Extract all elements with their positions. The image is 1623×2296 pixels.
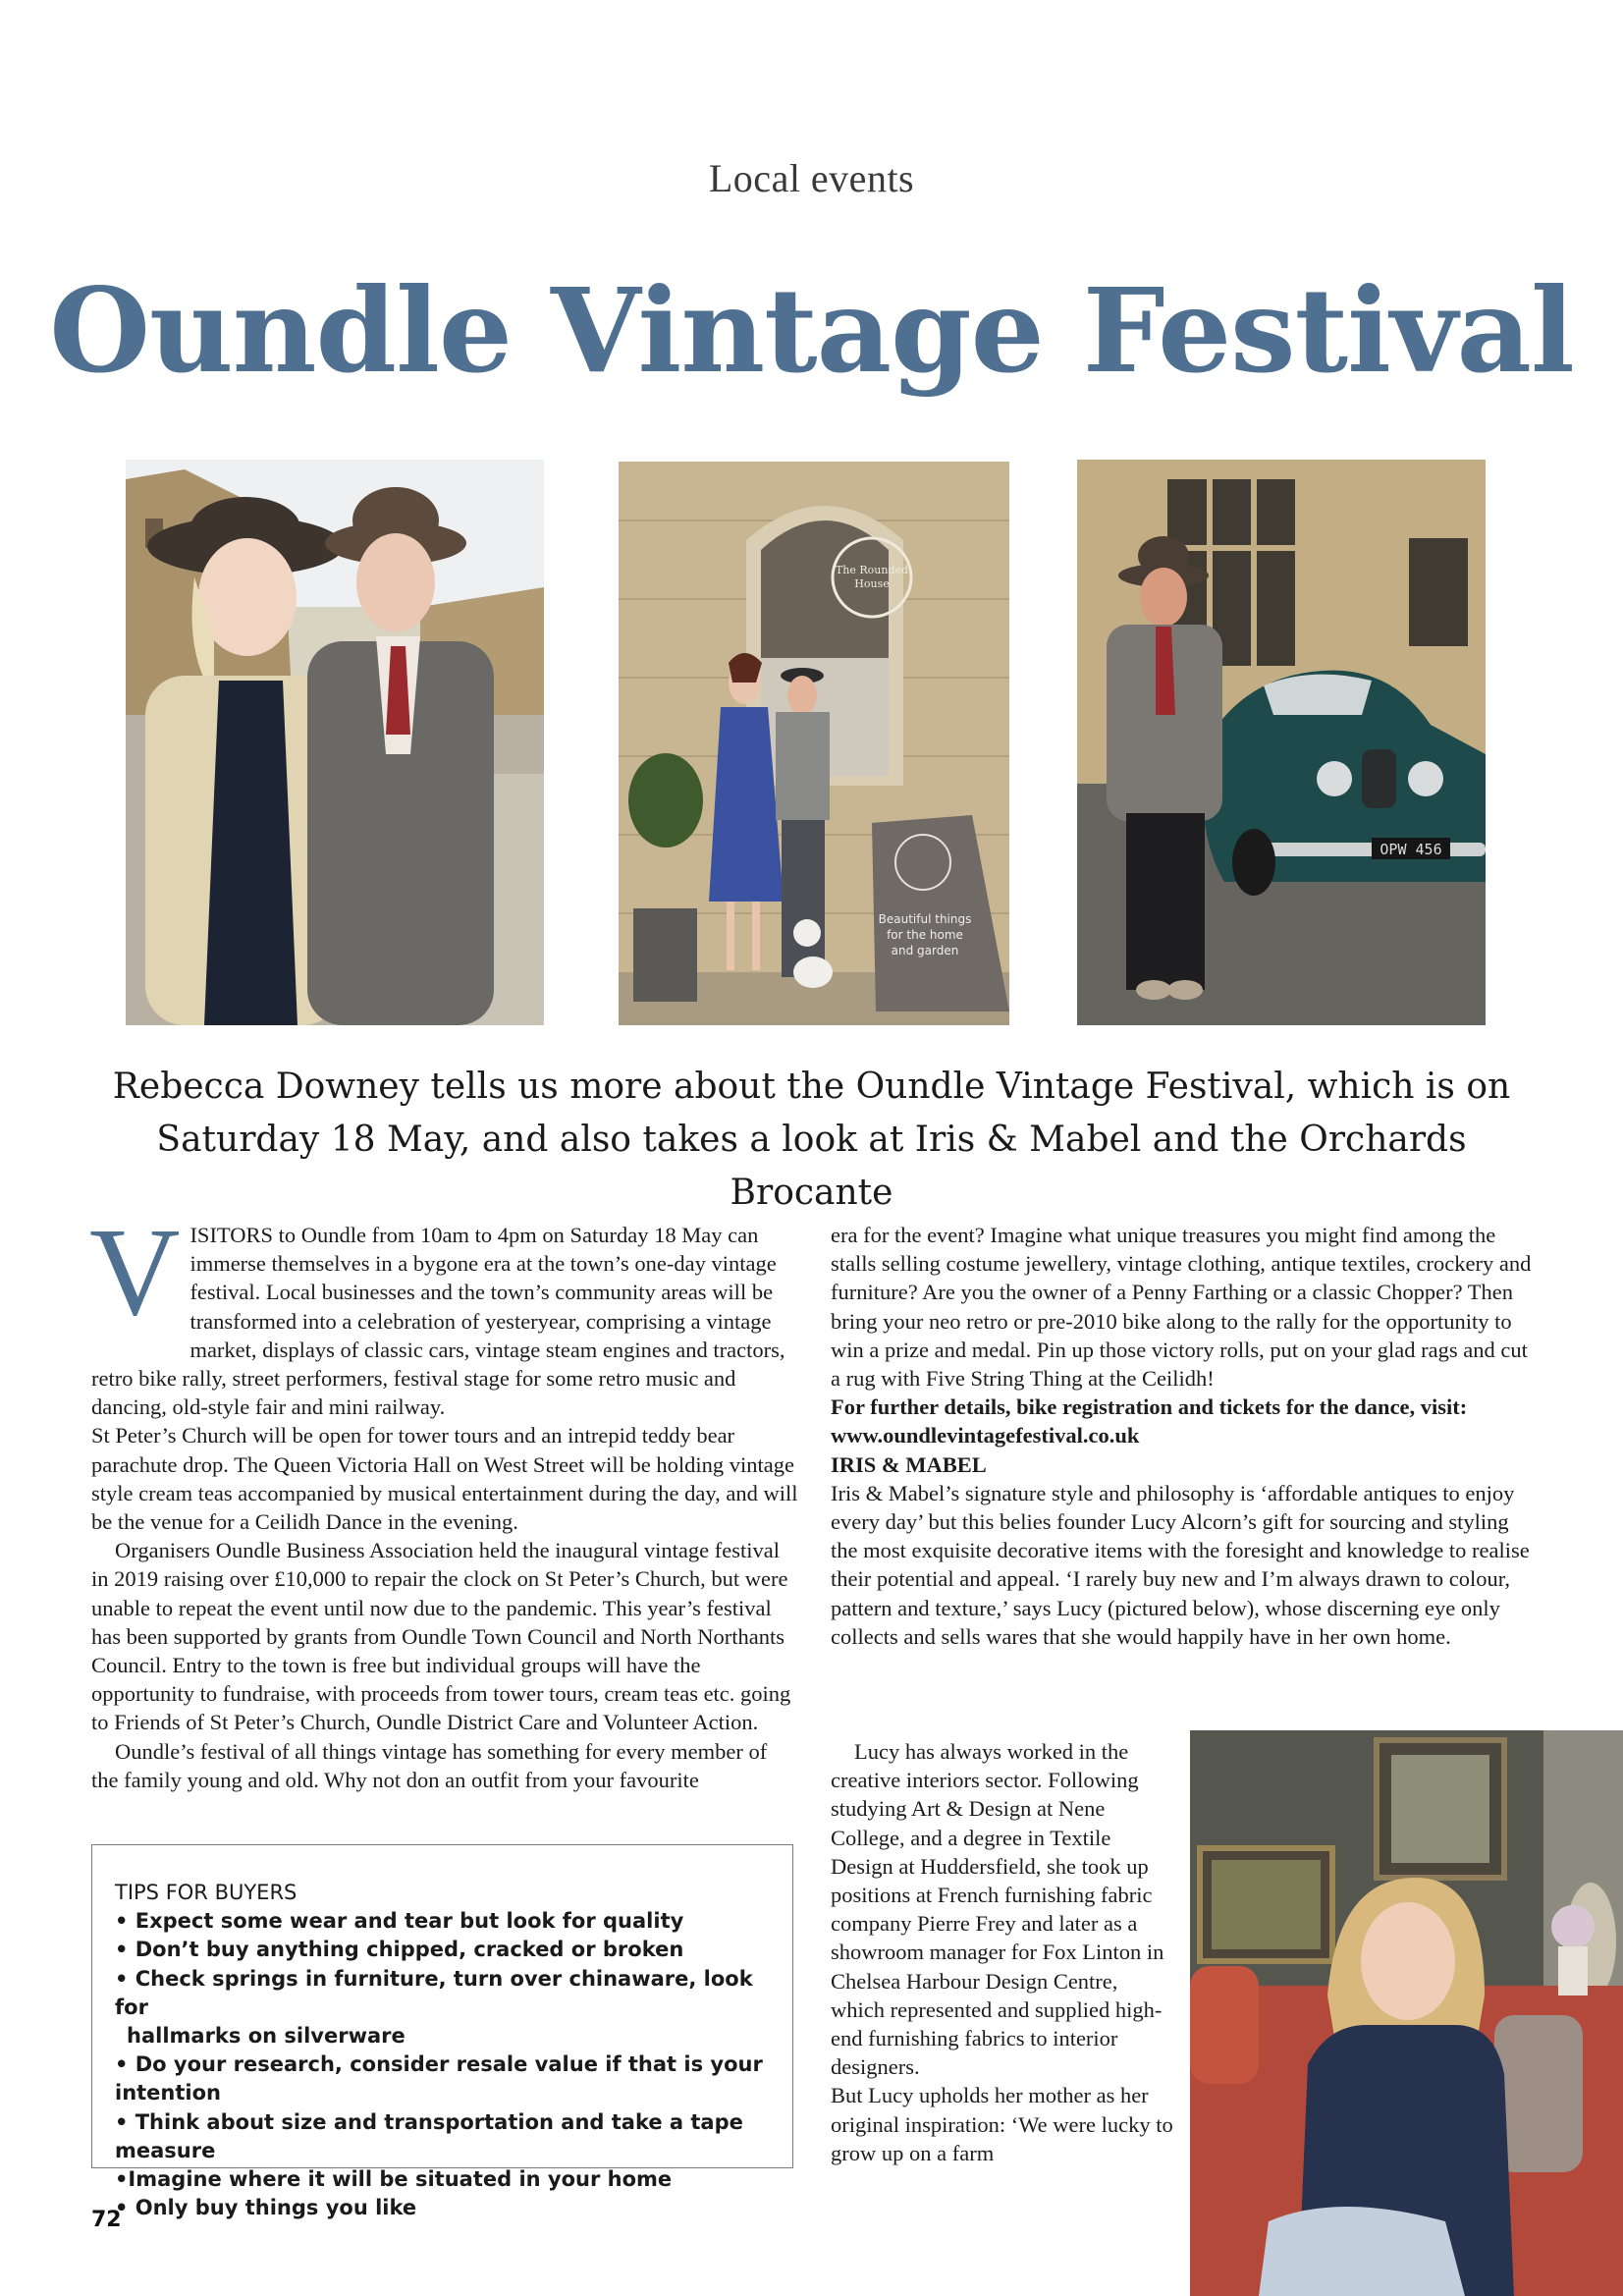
board-text: Beautiful things [878, 912, 972, 926]
paragraph: But Lucy upholds her mother as her original inspiration: ‘We were lucky to grow up on a farm [831, 2083, 1173, 2165]
svg-text:and garden: and garden [891, 944, 959, 957]
page-number: 72 [91, 2208, 122, 2232]
tip-item: •Imagine where it will be situated in your home [115, 2167, 673, 2192]
tip-item: • Do your research, consider resale value if that is your intention [115, 2052, 763, 2105]
standfirst-line-1: Rebecca Downey tells us more about the Oundle Vintage Festival, which is on [112, 1066, 1511, 1107]
paragraph-intro: VISITORS to Oundle from 10am to 4pm on Saturday 18 May can immerse themselves in a bygone era at the town’s one-day vintage festival. Local businesses and the town’s community areas will be transformed into a celebration of yesteryear, comprising a vintage market, displays of classic cars, vintage steam engines and tractors, retro bike rally, street performers, festival stage for some retro music and dancing, old-style fair and mini railway. [89, 1202, 785, 1420]
tip-item: • Don’t buy anything chipped, cracked or broken [115, 1938, 684, 1962]
paragraph: Organisers Oundle Business Association held the inaugural vintage festival in 2019 raising over £10,000 to repair the clock on St Peter’s Church, but were unable to repeat the event until now due to the pandemic. This year’s festival has been supported by grants from Oundle Town Council and North Northants Council. Entry to the town is free but individual groups will have the opportunity to fundraise, with proceeds from tower tours, cream teas etc. going to Friends of St Peter’s Church, Oundle District Care and Volunteer Action. [91, 1538, 791, 1735]
photo-lucy-alcorn [1190, 1730, 1623, 2296]
article-column-right-narrow [831, 1737, 1174, 2167]
article-title: Oundle Vintage Festival [49, 262, 1574, 399]
paragraph: era for the event? Imagine what unique treasures you might find among the stalls selling costume jewellery, vintage clothing, antique textiles, crockery and furniture? Are you the owner of a Penny Farthing or a classic Chopper? Then bring your neo retro or pre-2010 bike along to the rally for the opportunity to win a prize and medal. Pin up those victory rolls, put on your glad rags and cut a rug with Five String Thing at the Ceilidh! [831, 1223, 1532, 1392]
article-column-right [831, 1221, 1540, 1651]
photo-shop-front [619, 462, 1009, 1025]
standfirst [88, 1061, 1535, 1220]
tip-item: • Expect some wear and tear but look for quality [115, 1909, 684, 1934]
photo-man-classic-car [1077, 460, 1486, 1025]
standfirst-line-2: Saturday 18 May, and also takes a look at Iris & Mabel and the Orchards Brocante [156, 1120, 1467, 1213]
tips-title: TIPS FOR BUYERS [115, 1881, 298, 1904]
subhead-iris-mabel: IRIS & MABEL [831, 1451, 987, 1477]
drop-cap: V [89, 1202, 181, 1341]
svg-text:for the home: for the home [887, 928, 963, 942]
further-details: For further details, bike registration and tickets for the dance, visit: www.oundlevintagefestival.co.uk [831, 1394, 1468, 1449]
number-plate-text: OPW 456 [1380, 841, 1442, 858]
article-column-left [89, 1202, 798, 1794]
photo-couple-in-hats [126, 460, 544, 1025]
paragraph: Oundle’s festival of all things vintage has something for every member of the family young and old. Why not don an outfit from your favourite [91, 1738, 768, 1792]
tip-item: • Think about size and transportation and take a tape measure [115, 2109, 743, 2162]
tip-item: • Only buy things you like [115, 2196, 417, 2220]
tip-item: • Check springs in furniture, turn over chinaware, look for hallmarks on silverware [115, 1966, 753, 2049]
paragraph: Lucy has always worked in the creative interiors sector. Following studying Art & Design at Nene College, and a degree in Textile Design at Huddersfield, she took up positions at French furnishing fabric company Pierre Frey and later as a showroom manager for Fox Linton in Chelsea Harbour Design Centre, which represented and supplied high-end furnishing fabrics to interior designers. [831, 1739, 1164, 2080]
paragraph: St Peter’s Church will be open for tower tours and an intrepid teddy bear parachute drop. The Queen Victoria Hall on West Street will be holding vintage style cream teas accompanied by musical entertainment during the day, and will be the venue for a Ceilidh Dance in the evening. [91, 1423, 798, 1535]
section-label: Local events [708, 156, 915, 200]
svg-text:House: House [854, 577, 890, 590]
tips-list [115, 1907, 771, 2222]
window-sign-text: The Rounded [835, 564, 909, 576]
paragraph: Iris & Mabel’s signature style and philosophy is ‘affordable antiques to enjoy every day’ but this belies founder Lucy Alcorn’s gift for sourcing and styling the most exquisite decorative items with the foresight and knowledge to realise their potential and appeal. ‘I rarely buy new and I’m always drawn to colour, pattern and texture,’ says Lucy (pictured below), whose discerning eye only collects and sells wares that she would happily have in her own home. [831, 1480, 1530, 1649]
